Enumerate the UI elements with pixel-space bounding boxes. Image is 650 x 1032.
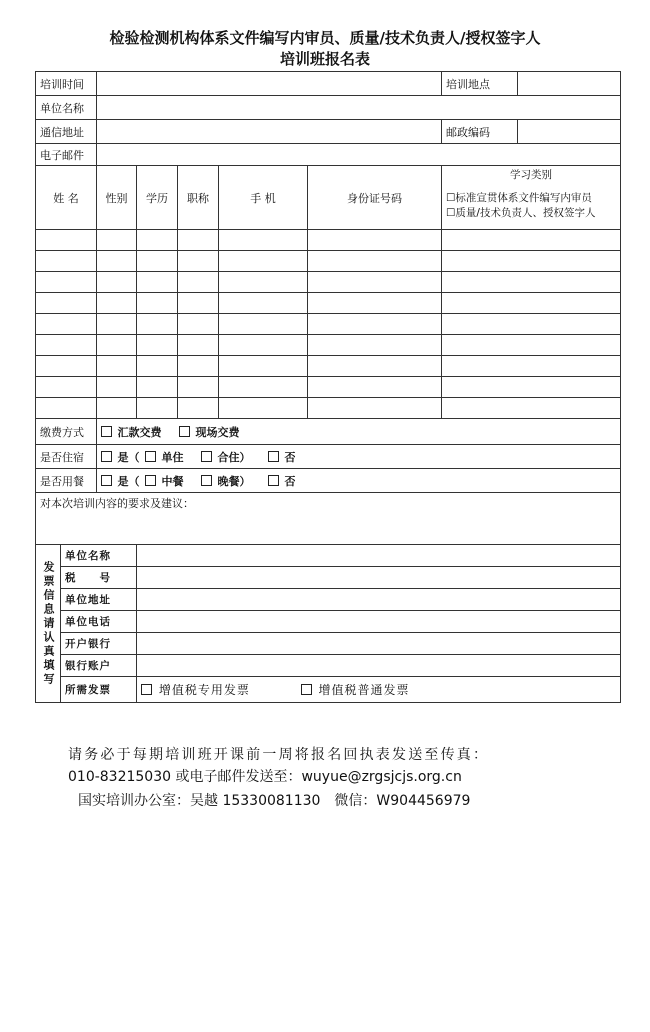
invoice-phone-field[interactable] — [137, 611, 621, 633]
participant-cell[interactable] — [36, 335, 97, 356]
invoice-bank-field[interactable] — [137, 633, 621, 655]
participant-cell[interactable] — [178, 293, 219, 314]
suggestion-field[interactable] — [36, 493, 621, 545]
participant-cell[interactable] — [219, 293, 308, 314]
meals-yes[interactable]: 是（ — [117, 474, 140, 488]
email-label: 电子邮件 — [36, 144, 97, 166]
participant-cell[interactable] — [308, 356, 442, 377]
payment-option-remit[interactable]: 汇款交费 — [117, 425, 162, 439]
col-education: 学历 — [137, 166, 178, 230]
participant-row — [36, 398, 621, 419]
payment-label: 缴费方式 — [36, 419, 97, 445]
participant-cell[interactable] — [137, 293, 178, 314]
training-place-label: 培训地点 — [442, 72, 518, 96]
meals-lunch[interactable]: 中餐 — [161, 474, 184, 488]
participant-cell[interactable] — [219, 251, 308, 272]
participant-cell[interactable] — [137, 272, 178, 293]
checkbox-icon[interactable] — [268, 451, 279, 462]
payment-options — [97, 419, 621, 445]
participant-cell[interactable] — [308, 335, 442, 356]
invoice-bank-label: 开户银行 — [61, 633, 137, 655]
participant-row — [36, 314, 621, 335]
participant-cell[interactable] — [219, 356, 308, 377]
meals-options — [97, 469, 621, 493]
invoice-unit-name-field[interactable] — [137, 545, 621, 567]
training-place-field[interactable] — [518, 72, 621, 96]
participant-cell[interactable] — [442, 398, 621, 419]
participant-cell[interactable] — [442, 230, 621, 251]
participant-row — [36, 335, 621, 356]
participant-cell[interactable] — [308, 293, 442, 314]
form-title: 检验检测机构体系文件编写内审员、质量/技术负责人/授权签字人 — [109, 29, 541, 47]
invoice-side-label: 发票信息请认真填写 — [36, 545, 61, 703]
participant-cell[interactable] — [36, 398, 97, 419]
participant-cell[interactable] — [442, 293, 621, 314]
email-field[interactable] — [97, 144, 621, 166]
participant-cell[interactable] — [137, 398, 178, 419]
invoice-type-label: 所需发票 — [61, 677, 137, 703]
category-option-1[interactable]: ☐标准宣贯体系文件编写内审员 — [446, 192, 592, 204]
footer-fax-email: 010-83215030 或电子邮件发送至：wuyue@zrgsjcjs.org.cn — [68, 769, 462, 785]
address-field[interactable] — [97, 120, 442, 144]
invoice-phone-label: 单位电话 — [61, 611, 137, 633]
participant-cell[interactable] — [97, 293, 137, 314]
participant-cell[interactable] — [308, 377, 442, 398]
participant-cell[interactable] — [442, 272, 621, 293]
participant-row — [36, 293, 621, 314]
invoice-unit-name-label: 单位名称 — [61, 545, 137, 567]
training-time-label: 培训时间 — [36, 72, 97, 96]
participant-cell[interactable] — [178, 314, 219, 335]
participant-cell[interactable] — [97, 251, 137, 272]
participant-cell[interactable] — [308, 314, 442, 335]
participant-cell[interactable] — [178, 230, 219, 251]
checkbox-icon[interactable] — [268, 475, 279, 486]
participant-cell[interactable] — [36, 272, 97, 293]
checkbox-icon[interactable] — [201, 475, 212, 486]
participant-cell[interactable] — [36, 314, 97, 335]
participant-cell[interactable] — [97, 230, 137, 251]
lodging-yes[interactable]: 是（ — [117, 450, 140, 464]
study-category-title: 学习类别 — [510, 169, 553, 181]
meals-dinner[interactable]: 晚餐） — [217, 474, 251, 488]
category-option-2[interactable]: ☐质量/技术负责人、授权签字人 — [446, 207, 596, 219]
invoice-account-field[interactable] — [137, 655, 621, 677]
registration-form — [35, 71, 621, 703]
suggestion-label: 对本次培训内容的要求及建议： — [40, 497, 194, 510]
meals-label: 是否用餐 — [36, 469, 97, 493]
participant-rows — [36, 230, 621, 419]
invoice-type-options — [137, 677, 621, 703]
col-id-number: 身份证号码 — [308, 166, 442, 230]
postcode-field[interactable] — [518, 120, 621, 144]
participant-cell[interactable] — [442, 356, 621, 377]
participant-cell[interactable] — [97, 335, 137, 356]
participant-cell[interactable] — [219, 398, 308, 419]
checkbox-icon[interactable] — [145, 451, 156, 462]
participant-row — [36, 356, 621, 377]
participant-cell[interactable] — [308, 230, 442, 251]
participant-cell[interactable] — [442, 314, 621, 335]
checkbox-icon[interactable] — [141, 684, 152, 695]
col-name: 姓 名 — [36, 166, 97, 230]
participant-row — [36, 272, 621, 293]
form-subtitle: 培训班报名表 — [279, 50, 370, 68]
participant-cell[interactable] — [36, 230, 97, 251]
participant-cell[interactable] — [178, 377, 219, 398]
participant-cell[interactable] — [97, 398, 137, 419]
unit-name-label: 单位名称 — [36, 96, 97, 120]
col-gender: 性别 — [97, 166, 137, 230]
col-title: 职称 — [178, 166, 219, 230]
lodging-label: 是否住宿 — [36, 445, 97, 469]
participant-cell[interactable] — [36, 293, 97, 314]
footer-contact: 国实培训办公室：吴越 15330081130 微信：W904456979 — [78, 793, 471, 809]
checkbox-icon[interactable] — [101, 426, 112, 437]
payment-option-onsite[interactable]: 现场交费 — [195, 425, 240, 439]
participant-cell[interactable] — [308, 251, 442, 272]
participant-cell[interactable] — [137, 377, 178, 398]
checkbox-icon[interactable] — [101, 475, 112, 486]
participant-cell[interactable] — [178, 335, 219, 356]
participant-cell[interactable] — [137, 356, 178, 377]
participant-cell[interactable] — [97, 356, 137, 377]
participant-cell[interactable] — [442, 335, 621, 356]
participant-cell[interactable] — [442, 377, 621, 398]
participant-cell[interactable] — [442, 251, 621, 272]
invoice-address-label: 单位地址 — [61, 589, 137, 611]
participant-row — [36, 377, 621, 398]
participant-cell[interactable] — [178, 251, 219, 272]
lodging-shared[interactable]: 合住） — [217, 450, 251, 464]
participant-cell[interactable] — [219, 230, 308, 251]
lodging-no[interactable]: 否 — [284, 450, 296, 464]
checkbox-icon[interactable] — [179, 426, 190, 437]
training-time-field[interactable] — [97, 72, 442, 96]
invoice-address-field[interactable] — [137, 589, 621, 611]
participant-cell[interactable] — [219, 335, 308, 356]
checkbox-icon[interactable] — [201, 451, 212, 462]
participant-cell[interactable] — [36, 356, 97, 377]
lodging-options — [97, 445, 621, 469]
participant-cell[interactable] — [178, 356, 219, 377]
participant-cell[interactable] — [308, 398, 442, 419]
participant-cell[interactable] — [97, 314, 137, 335]
participant-cell[interactable] — [219, 272, 308, 293]
participant-cell[interactable] — [36, 251, 97, 272]
address-label: 通信地址 — [36, 120, 97, 144]
checkbox-icon[interactable] — [301, 684, 312, 695]
invoice-type-special[interactable]: 增值税专用发票 — [158, 683, 250, 697]
invoice-tax-number-label: 税 号 — [61, 567, 137, 589]
participant-cell[interactable] — [97, 377, 137, 398]
col-study-category — [442, 166, 621, 230]
checkbox-icon[interactable] — [145, 475, 156, 486]
participant-cell[interactable] — [137, 230, 178, 251]
participant-row — [36, 251, 621, 272]
participant-row — [36, 230, 621, 251]
invoice-type-normal[interactable]: 增值税普通发票 — [318, 683, 410, 697]
participant-cell[interactable] — [178, 272, 219, 293]
footer-instruction: 请务必于每期培训班开课前一周将报名回执表发送至传真： — [68, 747, 490, 763]
participant-cell[interactable] — [137, 314, 178, 335]
participant-cell[interactable] — [36, 377, 97, 398]
meals-no[interactable]: 否 — [284, 474, 296, 488]
participant-cell[interactable] — [97, 272, 137, 293]
checkbox-icon[interactable] — [101, 451, 112, 462]
participant-cell[interactable] — [219, 377, 308, 398]
participant-cell[interactable] — [178, 398, 219, 419]
invoice-account-label: 银行账户 — [61, 655, 137, 677]
postcode-label: 邮政编码 — [442, 120, 518, 144]
col-mobile: 手 机 — [219, 166, 308, 230]
participant-cell[interactable] — [308, 272, 442, 293]
participant-cell[interactable] — [137, 251, 178, 272]
participant-cell[interactable] — [137, 335, 178, 356]
participant-cell[interactable] — [219, 314, 308, 335]
invoice-tax-number-field[interactable] — [137, 567, 621, 589]
lodging-single[interactable]: 单住 — [161, 450, 184, 464]
unit-name-field[interactable] — [97, 96, 621, 120]
